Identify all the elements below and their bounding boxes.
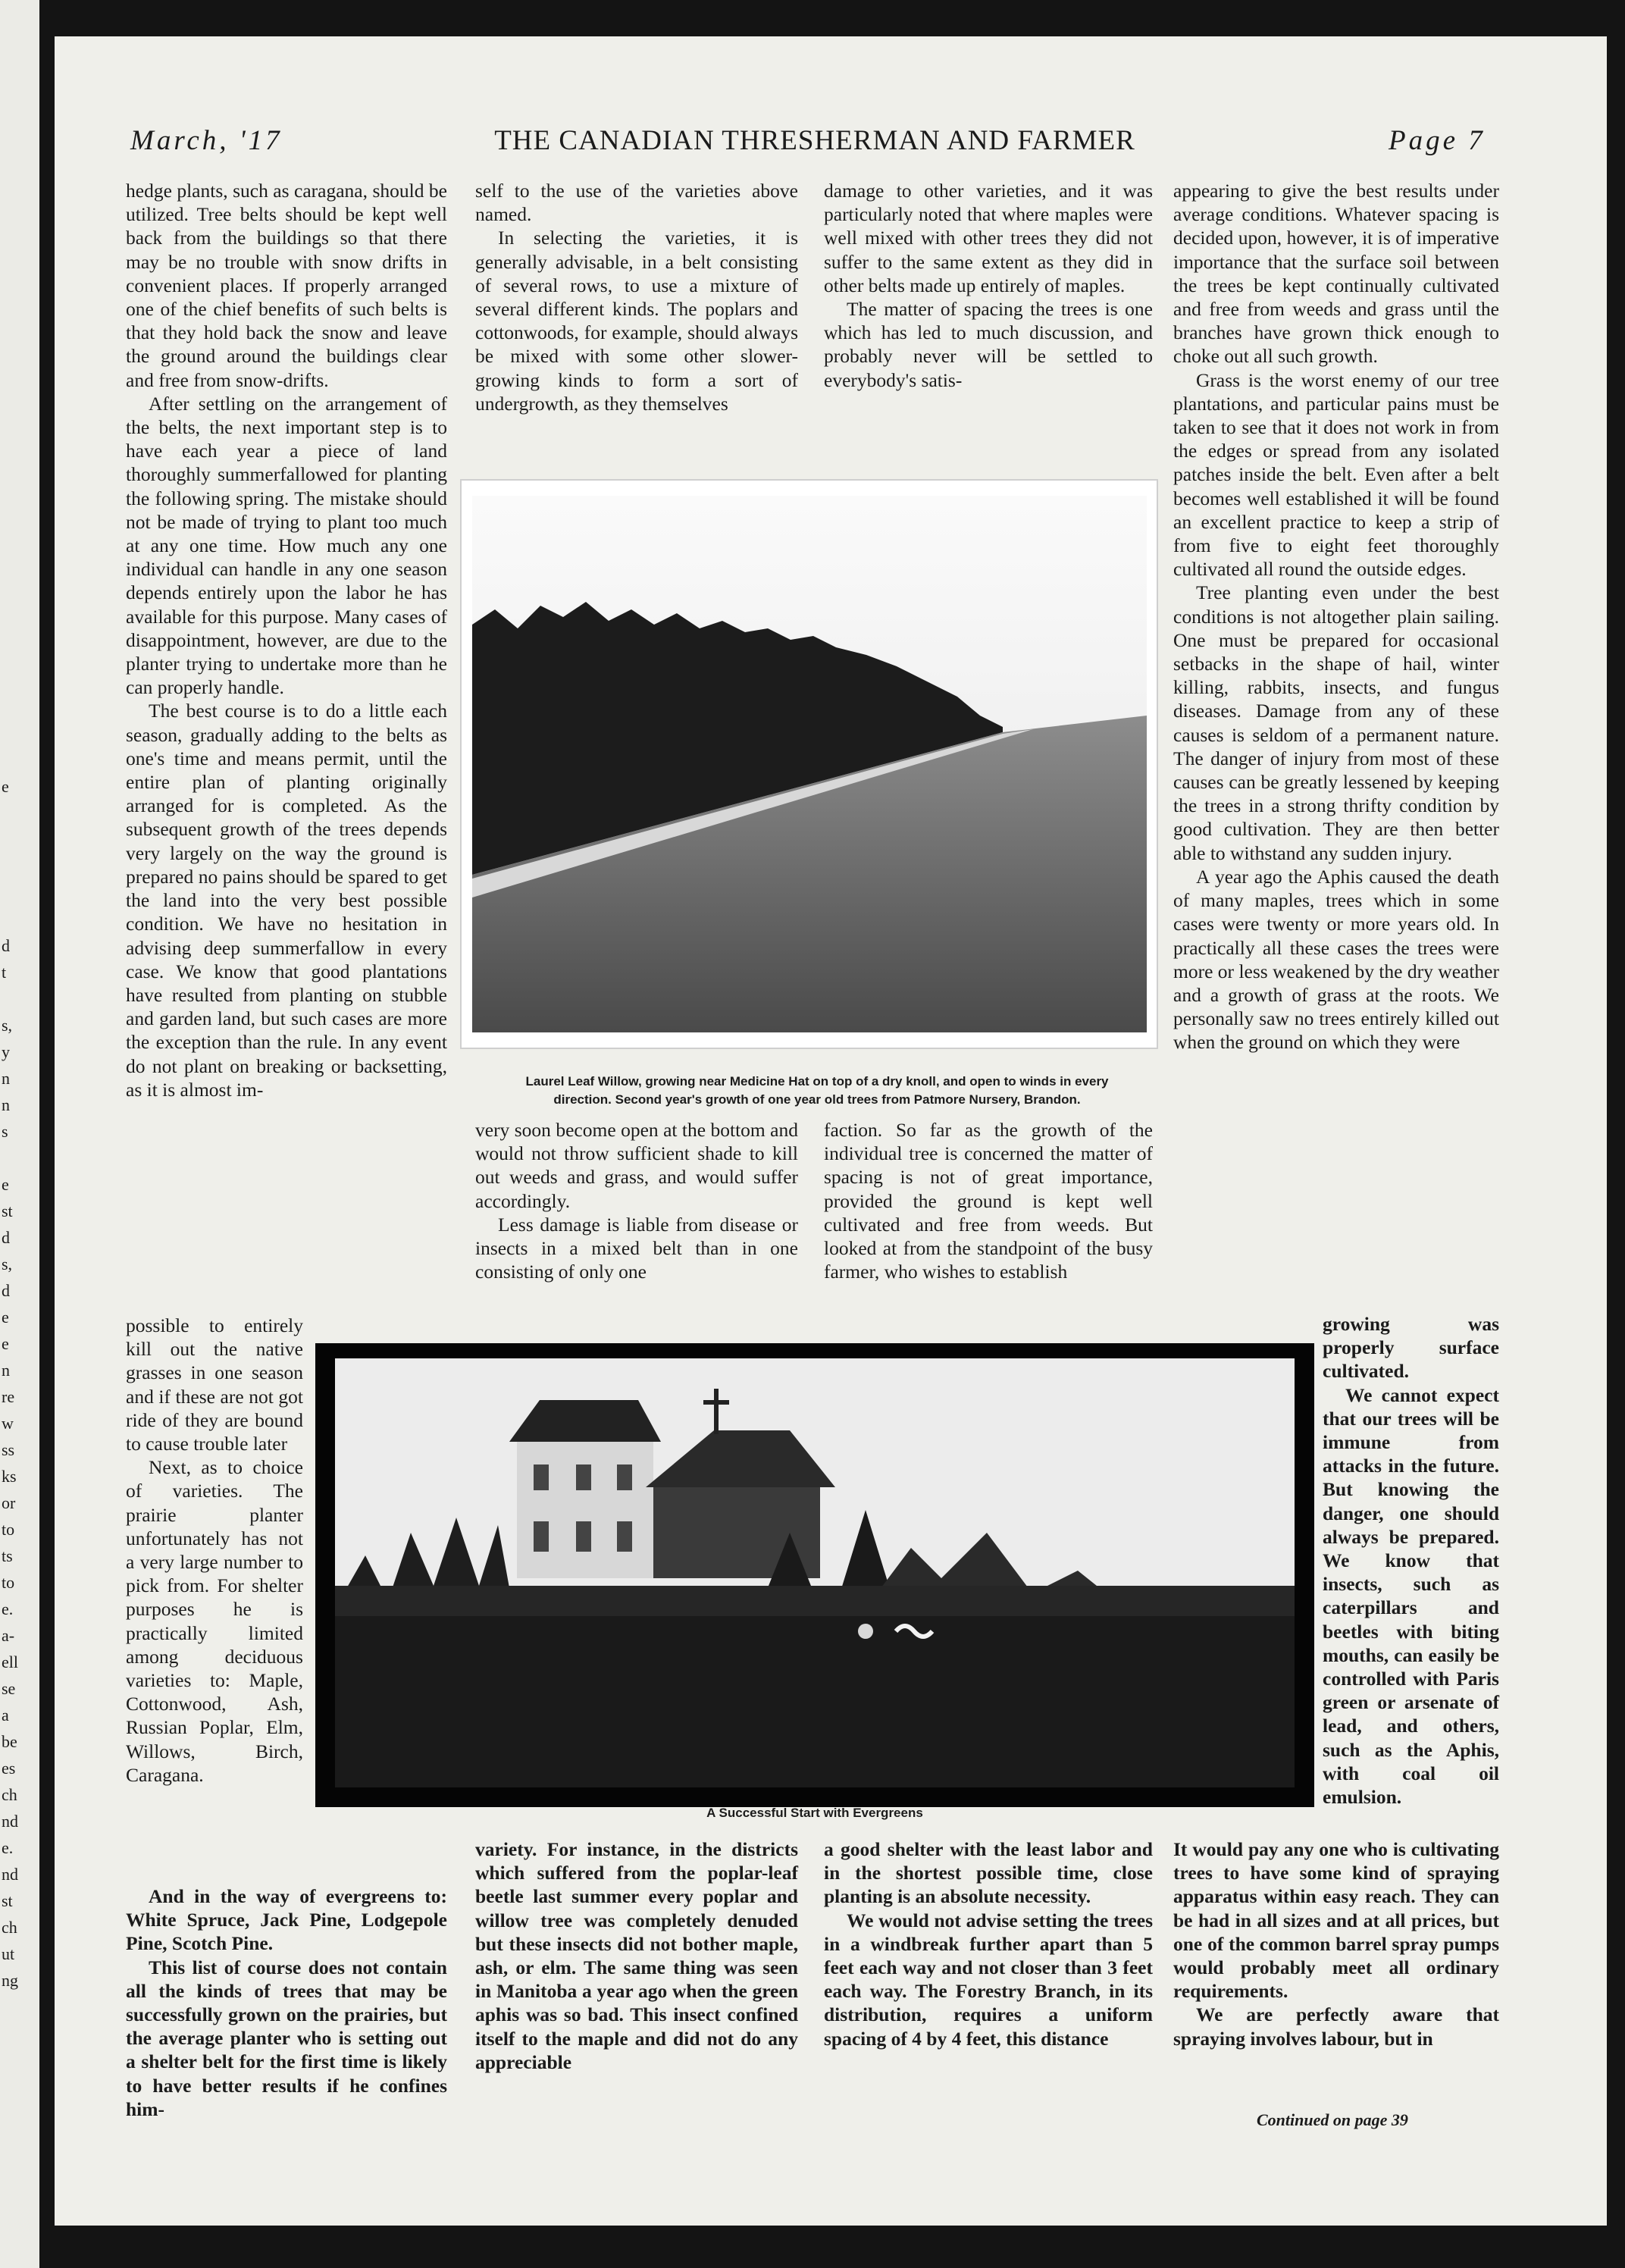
fragment-line: d	[2, 936, 10, 955]
column-3-middle	[824, 1118, 1153, 1283]
paragraph: It would pay any one who is cultivating trees to have some kind of spraying apparatus within easy reach. They can be had in all sizes and at all prices, but one of the common barrel spray pumps would probably meet all ordinary requirements.	[1173, 1838, 1499, 2003]
fragment-line: ch	[2, 1918, 17, 1937]
fragment-line: ut	[2, 1944, 15, 1963]
column-1-lower	[126, 1884, 447, 2121]
fragment-line	[2, 826, 38, 853]
paragraph: appearing to give the best results under average conditions. Whatever spacing is decided upon, however, it is of imperative importance that the surface soil between the trees be kept continually cultivated and free from weeds and grass until the branches have grown thick enough to choke out all such growth.	[1173, 180, 1499, 368]
fragment-line: y	[2, 1042, 10, 1061]
column-4-lower	[1173, 1837, 1499, 2050]
page-number: Page 7	[1389, 125, 1486, 156]
column-1-upper	[126, 179, 447, 1101]
paragraph: Grass is the worst enemy of our tree plantations, and particular pains must be taken to see that it does not work in from the edges or spread from any isolated patches inside the belt. Even after a belt becomes well established it will be found an excellent practice to keep a strip of from five to eight feet thoroughly cultivated all round the outside edges.	[1173, 368, 1499, 581]
paragraph: variety. For instance, in the districts which suffered from the poplar-leaf beetle last summer every poplar and willow tree was completely denuded but these insects did not bother maple, ash, or elm. The same thing was seen in Manitoba a year ago when the green aphis was so bad. This insect confined itself to the maple and did not do any appreciable	[475, 1838, 798, 2073]
fragment-line: n	[2, 1361, 10, 1380]
column-1-narrow	[126, 1314, 303, 1787]
paragraph: very soon become open at the bottom and would not throw sufficient shade to kill out weeds and grass, and would suffer accordingly.	[475, 1119, 798, 1212]
fragment-line: ks	[2, 1467, 17, 1486]
fragment-line: e.	[2, 1838, 14, 1857]
fragment-line: e	[2, 1308, 9, 1327]
paragraph: a good shelter with the least labor and in the shortest possible time, close planting is an absolute necessity.	[824, 1838, 1153, 1908]
adjacent-page-fragments	[2, 773, 38, 1994]
paragraph: After settling on the arrangement of the belts, the next important step is to have each year a piece of land thoroughly summerfallowed for planting the following spring. The mistake should not be made of trying to plant too much at any one time. How much any one individual can handle in any one season depends entirely upon the labor he has available for this purpose. Many cases of disappointment, however, are due to the planter trying to undertake more than he can properly handle.	[126, 392, 447, 699]
column-4-upper	[1173, 179, 1499, 1054]
fragment-line: es	[2, 1759, 16, 1778]
fragment-line	[2, 800, 38, 826]
paragraph: We cannot expect that our trees will be immune from attacks in the future. But knowing the danger, one should always be prepared. We know that insects, such as caterpillars and beetles with biting mouths, can easily be controlled with Paris green or arsenate of lead, and others, such as the Aphis, with coal oil emulsion.	[1323, 1383, 1499, 1809]
fragment-line: ch	[2, 1785, 17, 1804]
column-2-middle	[475, 1118, 798, 1283]
fragment-line: s	[2, 1122, 8, 1141]
farmhouse-photo-image	[335, 1358, 1295, 1787]
paragraph: faction. So far as the growth of the individual tree is concerned the matter of spacing is not of great importance, provided the ground is kept well cultivated and free from weeds. But looked at from the standpoint of the busy farmer, who wishes to establish	[824, 1119, 1153, 1283]
caption-line: Laurel Leaf Willow, growing near Medicine Hat on top of a dry knoll, and open to winds in every	[525, 1074, 1109, 1089]
fragment-line: to	[2, 1573, 15, 1592]
fragment-line: or	[2, 1493, 16, 1512]
willow-belt-photo-image	[472, 496, 1147, 1032]
paragraph: Next, as to choice of varieties. The prairie planter unfortunately has not a very large number to pick from. For shelter purposes he is practically limited among deciduous varieties to: Maple, Cottonwood, Ash, Russian Poplar, Elm, Willows, Birch, Caragana.	[126, 1456, 303, 1786]
fragment-line	[2, 985, 38, 1012]
paragraph: This list of course does not contain all the kinds of trees that may be successfully grown on the prairies, but the average planter who is setting out a shelter belt for the first time is likely to have better results if he confines him-	[126, 1956, 447, 2120]
fragment-line: st	[2, 1201, 13, 1220]
fragment-line: nd	[2, 1812, 18, 1831]
fragment-line	[2, 879, 38, 906]
paragraph: The best course is to do a little each season, gradually adding to the belts as one's time and means permit, until the entire plan of planting originally arranged for is completed. As the subsequent growth of the trees depends very largely on the way the ground is prepared no pains should be spared to get the land into the very best possible condition. We have no hesitation in advising deep summerfallow in every case. We know that good plantations have resulted from planting on stubble and garden land, but such cases are more the exception than the rule. In any event do not plant on breaking or backsetting, as it is almost im-	[126, 700, 447, 1101]
fragment-line	[2, 1145, 38, 1171]
paragraph: self to the use of the varieties above named.	[475, 180, 798, 226]
column-3-bottom	[824, 1837, 1153, 2050]
fragment-line: re	[2, 1387, 15, 1406]
adjacent-page-strip	[0, 0, 39, 2268]
fragment-line: to	[2, 1520, 15, 1539]
fragment-line: w	[2, 1414, 14, 1433]
fragment-line	[2, 853, 38, 879]
paragraph: growing was properly surface cultivated.	[1323, 1313, 1499, 1383]
fragment-line: e.	[2, 1599, 14, 1618]
fragment-line: e	[2, 777, 9, 796]
fragment-line	[2, 906, 38, 932]
fragment-line: d	[2, 1281, 10, 1300]
paragraph: We are perfectly aware that spraying involves labour, but in	[1173, 2003, 1499, 2050]
fragment-line: n	[2, 1095, 10, 1114]
issue-date: March, '17	[130, 125, 283, 156]
fragment-line: a	[2, 1706, 9, 1724]
figure-1-caption	[468, 1073, 1166, 1109]
paragraph: damage to other varieties, and it was particularly noted that where maples were well mixed with other trees they did not suffer to the same extent as they did in other belts made up entirely of maples.	[824, 180, 1153, 296]
paragraph: And in the way of evergreens to: White Spruce, Jack Pine, Lodgepole Pine, Scotch Pine.	[126, 1885, 447, 1955]
fragment-line: ss	[2, 1440, 15, 1459]
fragment-line: ng	[2, 1971, 18, 1990]
fragment-line: ell	[2, 1652, 18, 1671]
column-4-narrow	[1323, 1312, 1499, 1809]
fragment-line: se	[2, 1679, 16, 1698]
fragment-line: t	[2, 963, 7, 982]
caption-line: direction. Second year's growth of one year old trees from Patmore Nursery, Brandon.	[553, 1092, 1081, 1107]
fragment-line: d	[2, 1228, 10, 1247]
photo-willow-belt	[460, 479, 1158, 1049]
magazine-title: THE CANADIAN THRESHERMAN AND FARMER	[494, 125, 1135, 156]
fragment-line: be	[2, 1732, 17, 1751]
paragraph: Tree planting even under the best conditions is not altogether plain sailing. One must be prepared for occasional setbacks in the shape of hail, winter killing, rabbits, insects, and fungus diseases. Damage from any of these causes is seldom of a permanent nature. The danger of injury from most of these causes can be greatly lessened by keeping the trees in a strong thrifty condition by good cultivation. They are then better able to withstand any sudden injury.	[1173, 581, 1499, 864]
paragraph: hedge plants, such as caragana, should be utilized. Tree belts should be kept well back from the buildings so that there may be no trouble with snow drifts in convenient places. If properly arranged one of the chief benefits of such belts is that they hold back the snow and leave the ground around the buildings clear and free from snow-drifts.	[126, 180, 447, 391]
column-3-top	[824, 179, 1153, 392]
fragment-line: st	[2, 1891, 13, 1910]
paragraph: In selecting the varieties, it is generally advisable, in a belt consisting of several rows, to use a mixture of several different kinds. The poplars and cottonwoods, for example, should always be mixed with some other slower-growing kinds to form a sort of undergrowth, as they themselves	[475, 227, 798, 415]
fragment-line: e	[2, 1175, 9, 1194]
paragraph: Less damage is liable from disease or insects in a mixed belt than in one consisting of only one	[475, 1213, 798, 1283]
fragment-line: ts	[2, 1546, 13, 1565]
fragment-line: a-	[2, 1626, 15, 1645]
paragraph: A year ago the Aphis caused the death of many maples, trees which in some cases were twenty or more years old. In practically all these cases the trees were more or less weakened by the dry weather and a growth of grass at the roots. We personally saw no trees entirely killed out when the ground on which they were	[1173, 865, 1499, 1054]
fragment-line: e	[2, 1334, 9, 1353]
fragment-line: nd	[2, 1865, 18, 1884]
photo-farmhouse-evergreens	[315, 1343, 1314, 1807]
fragment-line: s,	[2, 1255, 13, 1273]
paragraph: The matter of spacing the trees is one which has led to much discussion, and probably never will be settled to everybody's satis-	[824, 298, 1153, 391]
fragment-line: s,	[2, 1016, 13, 1035]
fragment-line: n	[2, 1069, 10, 1088]
figure-2-caption: A Successful Start with Evergreens	[706, 1806, 923, 1820]
paragraph: possible to entirely kill out the native grasses in one season and if these are not got ride of they are bound to cause trouble later	[126, 1314, 303, 1455]
continued-note: Continued on page 39	[1257, 2110, 1408, 2129]
column-2-bottom	[475, 1837, 798, 2074]
paragraph: We would not advise setting the trees in a windbreak further apart than 5 feet each way and not closer than 3 feet each way. The Forestry Branch, in its distribution, requires a uniform spacing of 4 by 4 feet, this distance	[824, 1909, 1153, 2050]
column-2-top	[475, 179, 798, 415]
